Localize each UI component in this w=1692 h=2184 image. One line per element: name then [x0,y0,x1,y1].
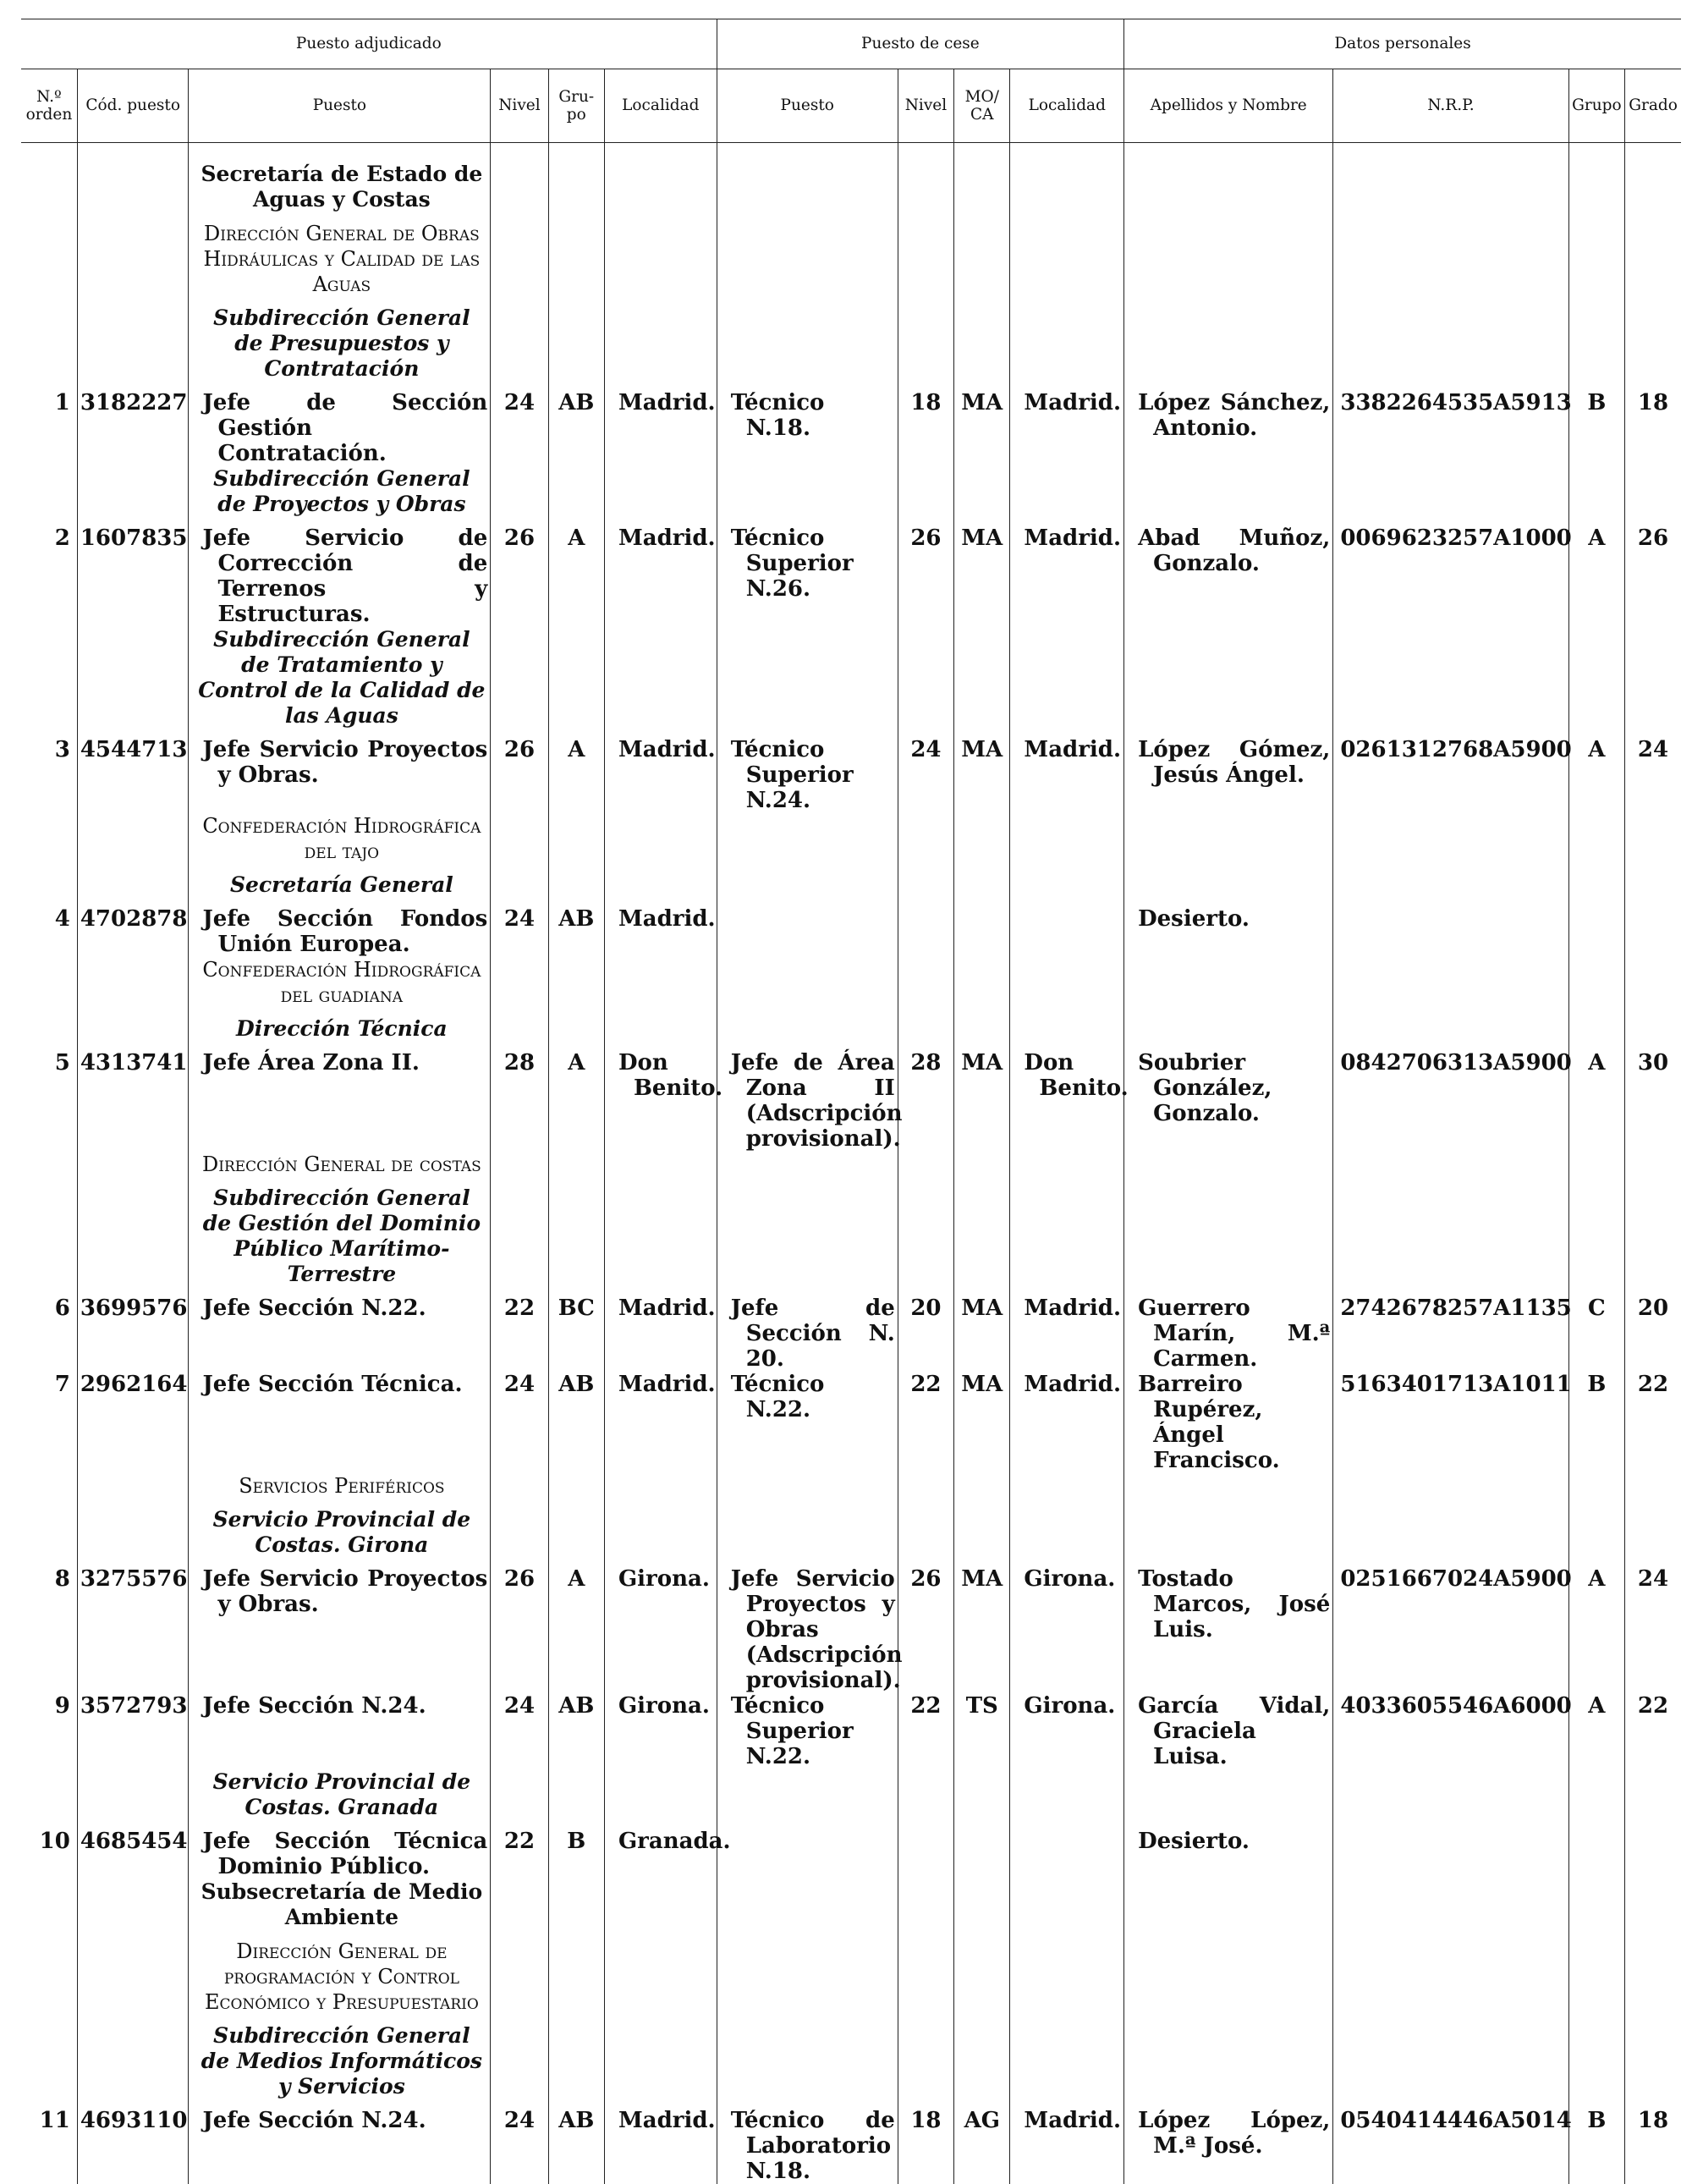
personal-group-cell: A [1588,525,1605,551]
section-heading: Dirección General de costas [195,1152,487,1177]
full-name-cell: Abad Muñoz, Gonzalo. [1131,525,1330,576]
section-heading-row [21,305,1681,390]
full-name-cell: Desierto. [1131,906,1330,932]
personal-group-cell: B [1587,390,1606,415]
level-cell: 26 [504,525,535,551]
position-code-cell: 3275576 [80,1566,188,1592]
full-name-cell: Soubrier González, Gonzalo. [1131,1050,1330,1126]
full-name-cell: Guerrero Marín, M.ª Carmen. [1131,1296,1330,1372]
section-heading-row [21,1016,1681,1050]
level-cell: 24 [504,906,535,932]
nrp-code-cell: 5163401713A1011 [1340,1372,1571,1397]
level-cell: 26 [504,737,535,762]
section-heading-row [21,1152,1681,1186]
position-title-cell: Jefe Sección Técnica Dominio Público. [195,1829,487,1879]
locality-cell: Madrid. [612,737,714,762]
full-name-cell: López Sánchez, Antonio. [1131,390,1330,441]
grade-cell: 26 [1638,525,1668,551]
full-name-cell: Desierto. [1131,1829,1330,1854]
previous-level-cell: 24 [910,737,941,762]
section-heading-row [21,1186,1681,1296]
level-cell: 26 [504,1566,535,1592]
col-header-moca: MO/ CA [954,69,1010,143]
previous-locality-cell: Madrid. [1017,390,1121,415]
order-number-cell: 8 [55,1566,70,1592]
col-header-puesto-cese: Puesto [717,69,898,143]
table-body [21,143,1681,2184]
section-heading-row [21,221,1681,305]
section-heading: Servicio Provincial de Costas. Girona [195,1507,487,1558]
previous-level-cell: 26 [910,1566,941,1592]
previous-level-cell: 26 [910,525,941,551]
section-heading: Secretaría de Estado de Aguas y Costas [195,162,487,212]
section-heading-row [21,1939,1681,2023]
col-header-grado: Grado [1625,69,1681,143]
position-code-cell: 3572793 [80,1693,188,1719]
order-number-cell: 4 [55,906,70,932]
full-name-cell: Barreiro Rupérez, Ángel Francisco. [1131,1372,1330,1473]
position-title-cell: Jefe Servicio de Corrección de Terrenos y Estructuras. [195,525,487,627]
table-row [21,1566,1681,1693]
group-header-cese: Puesto de cese [717,19,1123,69]
grade-cell: 24 [1638,1566,1668,1592]
col-header-apellidos: Apellidos y Nombre [1124,69,1333,143]
locality-cell: Girona. [612,1566,714,1592]
group-cell: A [568,525,585,551]
col-header-nrp: N.R.P. [1333,69,1568,143]
position-title-cell: Jefe Sección N.24. [195,1693,487,1719]
order-number-cell: 1 [55,390,70,415]
col-header-n-orden: N.º orden [21,69,77,143]
locality-cell: Granada. [612,1829,714,1854]
position-code-cell: 3182227 [80,390,188,415]
section-heading: Dirección General de Obras Hidráulicas y Calidad de las Aguas [195,221,487,297]
section-heading-row [21,2023,1681,2108]
group-cell: AB [558,906,594,932]
grade-cell: 30 [1638,1050,1668,1075]
group-header-row [21,19,1681,69]
nrp-code-cell: 0540414446A5014 [1340,2108,1571,2133]
group-cell: AB [558,2108,594,2133]
position-title-cell: Jefe Área Zona II. [195,1050,487,1075]
nrp-code-cell: 3382264535A5913 [1340,390,1571,415]
mo-ca-cell: MA [961,1372,1003,1397]
previous-locality-cell: Girona. [1017,1566,1121,1592]
table-row [21,1372,1681,1473]
previous-position-cell: Jefe Servicio Proyectos y Obras (Adscripción provisional). [724,1566,895,1693]
table-row [21,1050,1681,1152]
section-heading: Subdirección General de Proyectos y Obras [195,466,487,517]
previous-level-cell: 22 [910,1372,941,1397]
previous-locality-cell: Girona. [1017,1693,1121,1719]
section-heading: Servicios Periféricos [195,1473,487,1499]
personal-group-cell: A [1588,737,1605,762]
personal-group-cell: B [1587,1372,1606,1397]
section-heading-row [21,1507,1681,1566]
position-title-cell: Jefe Sección N.24. [195,2108,487,2133]
level-cell: 28 [504,1050,535,1075]
level-cell: 24 [504,2108,535,2133]
locality-cell: Madrid. [612,906,714,932]
previous-locality-cell: Madrid. [1017,737,1121,762]
col-header-nivel-cese: Nivel [898,69,953,143]
order-number-cell: 5 [55,1050,70,1075]
mo-ca-cell: MA [961,737,1003,762]
position-title-cell: Jefe Sección Fondos Unión Europea. [195,906,487,957]
level-cell: 24 [504,390,535,415]
section-heading: Subdirección General de Tratamiento y Control de la Calidad de las Aguas [195,627,487,729]
table-row [21,737,1681,813]
full-name-cell: Tostado Marcos, José Luis. [1131,1566,1330,1642]
order-number-cell: 3 [55,737,70,762]
nrp-code-cell: 0251667024A5900 [1340,1566,1571,1592]
order-number-cell: 6 [55,1296,70,1321]
previous-locality-cell: Madrid. [1017,1296,1121,1321]
level-cell: 22 [504,1829,535,1854]
group-cell: B [567,1829,585,1854]
order-number-cell: 2 [55,525,70,551]
group-header-adjudicado: Puesto adjudicado [21,19,717,69]
position-code-cell: 4693110 [80,2108,188,2133]
previous-level-cell: 22 [910,1693,941,1719]
col-header-grupo: Gru- po [548,69,604,143]
full-name-cell: López López, M.ª José. [1131,2108,1330,2159]
nrp-code-cell: 2742678257A1135 [1340,1296,1571,1321]
adjudication-table [21,19,1681,2184]
group-cell: AB [558,390,594,415]
locality-cell: Girona. [612,1693,714,1719]
mo-ca-cell: MA [961,390,1003,415]
order-number-cell: 10 [40,1829,70,1854]
position-code-cell: 1607835 [80,525,188,551]
section-heading: Subdirección General de Medios Informáticos y Servicios [195,2023,487,2099]
col-header-grupo-personal: Grupo [1568,69,1624,143]
mo-ca-cell: MA [961,1050,1003,1075]
section-heading-row [21,872,1681,906]
personal-group-cell: B [1587,2108,1606,2133]
locality-cell: Madrid. [612,1296,714,1321]
grade-cell: 24 [1638,737,1668,762]
mo-ca-cell: MA [961,525,1003,551]
col-header-cod-puesto: Cód. puesto [77,69,189,143]
table-row [21,1829,1681,1879]
mo-ca-cell: TS [966,1693,998,1719]
order-number-cell: 9 [55,1693,70,1719]
group-cell: BC [558,1296,595,1321]
position-code-cell: 4702878 [80,906,188,932]
group-header-personales: Datos personales [1124,19,1681,69]
level-cell: 24 [504,1372,535,1397]
group-cell: A [568,1050,585,1075]
group-cell: A [568,1566,585,1592]
table-row [21,1296,1681,1372]
position-code-cell: 3699576 [80,1296,188,1321]
section-heading-row [21,627,1681,737]
level-cell: 22 [504,1296,535,1321]
personal-group-cell: C [1588,1296,1606,1321]
section-heading: Servicio Provincial de Costas. Granada [195,1769,487,1820]
col-header-puesto: Puesto [189,69,491,143]
section-heading-row [21,1473,1681,1507]
previous-position-cell: Técnico N.22. [724,1372,895,1422]
position-title-cell: Jefe Servicio Proyectos y Obras. [195,1566,487,1617]
position-code-cell: 2962164 [80,1372,188,1397]
order-number-cell: 11 [40,2108,70,2133]
mo-ca-cell: AG [964,2108,1000,2133]
nrp-code-cell: 0261312768A5900 [1340,737,1571,762]
order-number-cell: 7 [55,1372,70,1397]
grade-cell: 20 [1638,1296,1668,1321]
section-heading-row [21,1879,1681,1939]
locality-cell: Madrid. [612,525,714,551]
grade-cell: 22 [1638,1693,1668,1719]
previous-position-cell: Jefe de Sección N. 20. [724,1296,895,1372]
previous-position-cell: Técnico N.18. [724,390,895,441]
section-heading: Secretaría General [195,872,487,898]
previous-locality-cell: Don Benito. [1017,1050,1121,1101]
locality-cell: Madrid. [612,2108,714,2133]
position-title-cell: Jefe Sección N.22. [195,1296,487,1321]
personal-group-cell: A [1588,1566,1605,1592]
position-code-cell: 4313741 [80,1050,188,1075]
table-row [21,2108,1681,2184]
table-row [21,390,1681,466]
previous-level-cell: 18 [910,2108,941,2133]
locality-cell: Don Benito. [612,1050,714,1101]
col-header-nivel: Nivel [491,69,548,143]
section-heading: Confederación Hidrográfica del guadiana [195,957,487,1008]
mo-ca-cell: MA [961,1296,1003,1321]
section-heading: Confederación Hidrográfica del tajo [195,813,487,864]
grade-cell: 22 [1638,1372,1668,1397]
section-heading-row [21,813,1681,872]
section-heading-row [21,162,1681,221]
position-title-cell: Jefe Sección Técnica. [195,1372,487,1397]
nrp-code-cell: 4033605546A6000 [1340,1693,1571,1719]
section-heading-row [21,466,1681,525]
table-row [21,906,1681,957]
previous-position-cell: Técnico de Laboratorio N.18. [724,2108,895,2184]
locality-cell: Madrid. [612,390,714,415]
previous-locality-cell: Madrid. [1017,525,1121,551]
mo-ca-cell: MA [961,1566,1003,1592]
previous-position-cell: Técnico Superior N.26. [724,525,895,602]
previous-position-cell: Jefe de Área Zona II (Adscripción provisional). [724,1050,895,1152]
section-heading-row [21,957,1681,1016]
previous-position-cell: Técnico Superior N.22. [724,1693,895,1769]
previous-level-cell: 18 [910,390,941,415]
level-cell: 24 [504,1693,535,1719]
position-code-cell: 4544713 [80,737,188,762]
section-heading-row [21,1769,1681,1829]
grade-cell: 18 [1638,2108,1668,2133]
full-name-cell: López Gómez, Jesús Ángel. [1131,737,1330,788]
grade-cell: 18 [1638,390,1668,415]
personal-group-cell: A [1588,1050,1605,1075]
personal-group-cell: A [1588,1693,1605,1719]
group-cell: AB [558,1693,594,1719]
previous-locality-cell: Madrid. [1017,1372,1121,1397]
position-title-cell: Jefe Servicio Proyectos y Obras. [195,737,487,788]
nrp-code-cell: 0842706313A5900 [1340,1050,1571,1075]
col-header-localidad-cese: Localidad [1010,69,1124,143]
position-code-cell: 4685454 [80,1829,188,1854]
table-row [21,1693,1681,1769]
nrp-code-cell: 0069623257A1000 [1340,525,1571,551]
section-heading: Subdirección General de Gestión del Dominio Público Marítimo-Terrestre [195,1186,487,1287]
group-cell: A [568,737,585,762]
previous-locality-cell: Madrid. [1017,2108,1121,2133]
previous-position-cell: Técnico Superior N.24. [724,737,895,813]
section-heading: Dirección General de programación y Control Económico y Presupuestario [195,1939,487,2015]
col-header-localidad: Localidad [604,69,717,143]
full-name-cell: García Vidal, Graciela Luisa. [1131,1693,1330,1769]
group-cell: AB [558,1372,594,1397]
previous-level-cell: 20 [910,1296,941,1321]
previous-level-cell: 28 [910,1050,941,1075]
column-header-row [21,69,1681,143]
spacer-row [21,143,1681,162]
section-heading: Dirección Técnica [195,1016,487,1042]
section-heading: Subsecretaría de Medio Ambiente [195,1879,487,1930]
locality-cell: Madrid. [612,1372,714,1397]
table-row [21,525,1681,627]
section-heading: Subdirección General de Presupuestos y Contratación [195,305,487,382]
position-title-cell: Jefe de Sección Gestión Contratación. [195,390,487,466]
